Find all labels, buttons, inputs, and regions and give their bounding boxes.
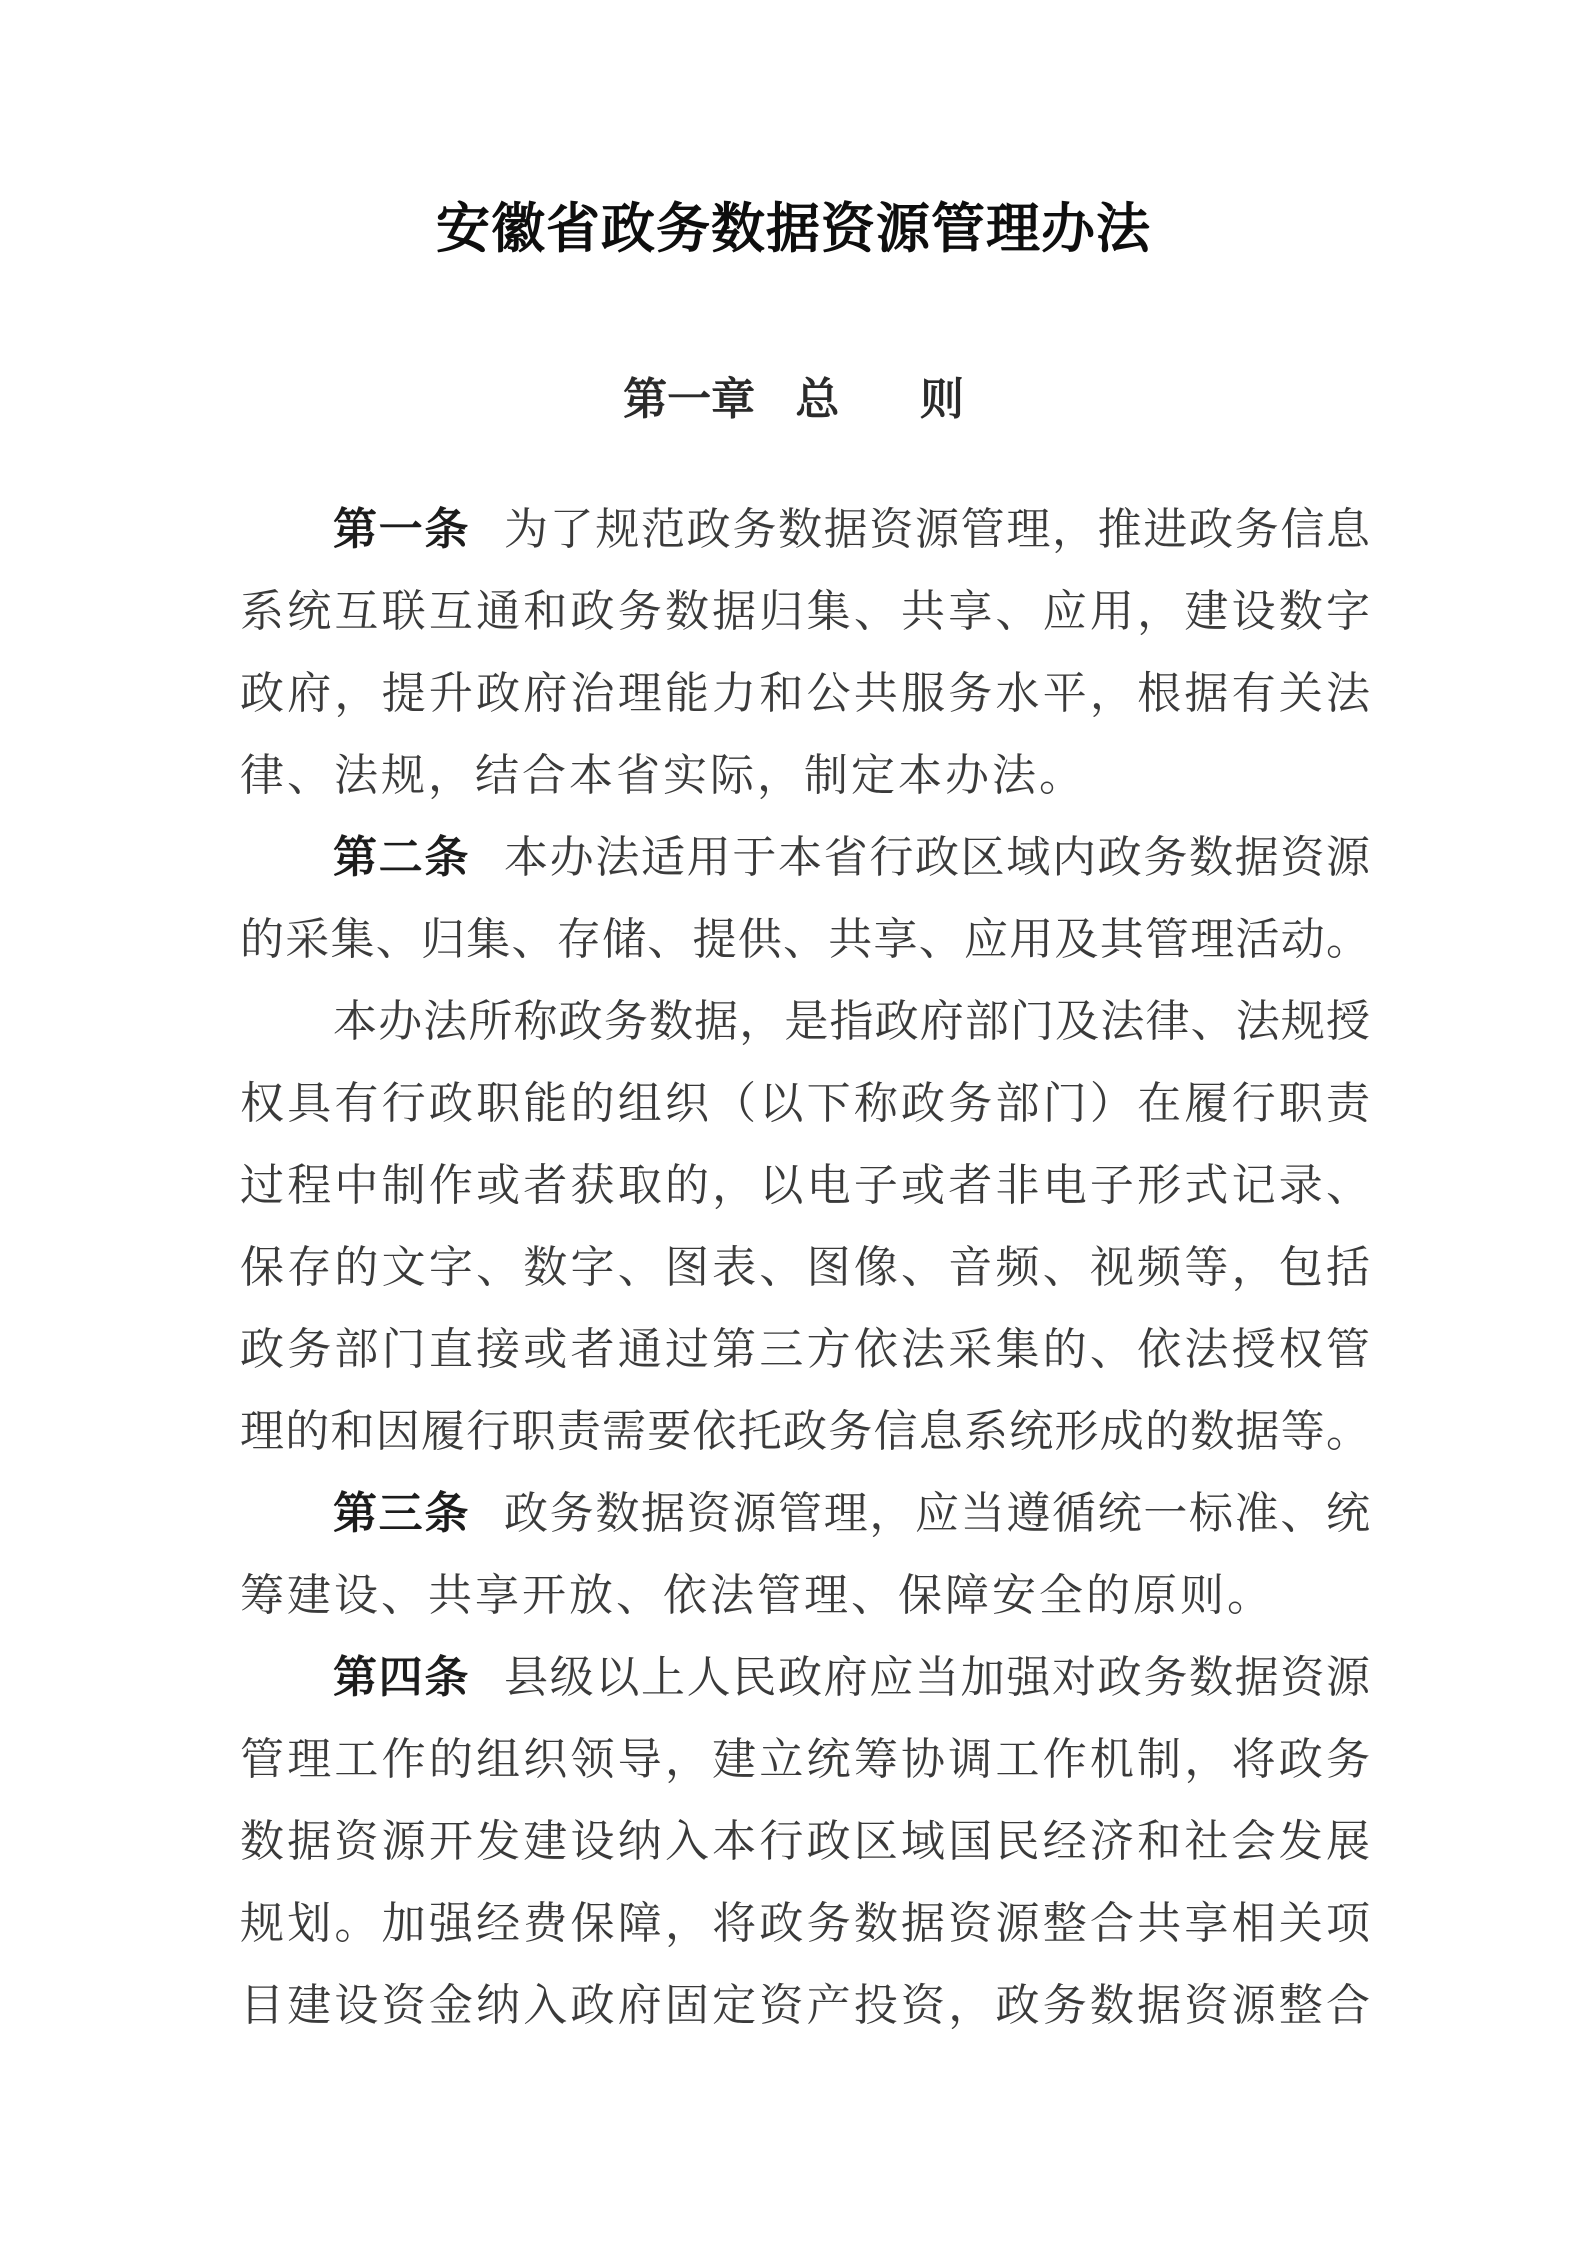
line-text: 规划。加强经费保障，将政务数据资源整合共享相关项 xyxy=(240,1899,1370,1948)
body-line xyxy=(240,653,1370,735)
line-text: 系统互联互通和政务数据归集、共享、应用，建设数字 xyxy=(240,587,1370,636)
body-line xyxy=(240,1391,1370,1473)
line-text: 的采集、归集、存储、提供、共享、应用及其管理活动。 xyxy=(240,915,1370,964)
article-label: 第二条 xyxy=(333,833,470,882)
line-text: 本办法适用于本省行政区域内政务数据资源 xyxy=(504,833,1370,882)
document-title: 安徽省政务数据资源管理办法 xyxy=(436,199,1151,259)
document-body xyxy=(0,489,1587,2047)
body-line xyxy=(240,1145,1370,1227)
body-line xyxy=(240,735,1370,817)
article-label: 第一条 xyxy=(333,505,470,554)
body-line xyxy=(240,1227,1370,1309)
body-line xyxy=(240,1063,1370,1145)
line-text: 筹建设、共享开放、依法管理、保障安全的原则。 xyxy=(240,1571,1274,1620)
body-line xyxy=(240,1719,1370,1801)
body-line xyxy=(240,817,1370,899)
line-text: 过程中制作或者获取的，以电子或者非电子形式记录、 xyxy=(240,1161,1370,1210)
article-label: 第四条 xyxy=(333,1653,470,1702)
body-line xyxy=(240,1555,1370,1637)
body-line xyxy=(240,981,1370,1063)
line-text: 律、法规，结合本省实际，制定本办法。 xyxy=(240,751,1086,800)
body-line xyxy=(240,1883,1370,1965)
body-line xyxy=(240,1473,1370,1555)
body-line xyxy=(240,899,1370,981)
line-text: 目建设资金纳入政府固定资产投资，政务数据资源整合 xyxy=(240,1981,1370,2030)
line-text: 理的和因履行职责需要依托政务信息系统形成的数据等。 xyxy=(240,1407,1370,1456)
line-text: 数据资源开发建设纳入本行政区域国民经济和社会发展 xyxy=(240,1817,1370,1866)
line-text: 本办法所称政务数据，是指政府部门及法律、法规授 xyxy=(333,997,1370,1046)
body-line xyxy=(240,1965,1370,2047)
article-label: 第三条 xyxy=(333,1489,470,1538)
body-line xyxy=(240,1801,1370,1883)
line-text: 政府，提升政府治理能力和公共服务水平，根据有关法 xyxy=(240,669,1370,718)
body-line xyxy=(240,489,1370,571)
line-text: 政务数据资源管理，应当遵循统一标准、统 xyxy=(504,1489,1370,1538)
line-text: 为了规范政务数据资源管理，推进政务信息 xyxy=(504,505,1370,554)
body-line xyxy=(240,571,1370,653)
line-text: 县级以上人民政府应当加强对政务数据资源 xyxy=(504,1653,1370,1702)
line-text: 管理工作的组织领导，建立统筹协调工作机制，将政务 xyxy=(240,1735,1370,1784)
line-text: 权具有行政职能的组织（以下称政务部门）在履行职责 xyxy=(240,1079,1370,1128)
chapter-heading: 第一章 总 则 xyxy=(623,375,964,424)
body-line xyxy=(240,1309,1370,1391)
body-line xyxy=(240,1637,1370,1719)
line-text: 政务部门直接或者通过第三方依法采集的、依法授权管 xyxy=(240,1325,1370,1374)
line-text: 保存的文字、数字、图表、图像、音频、视频等，包括 xyxy=(240,1243,1370,1292)
